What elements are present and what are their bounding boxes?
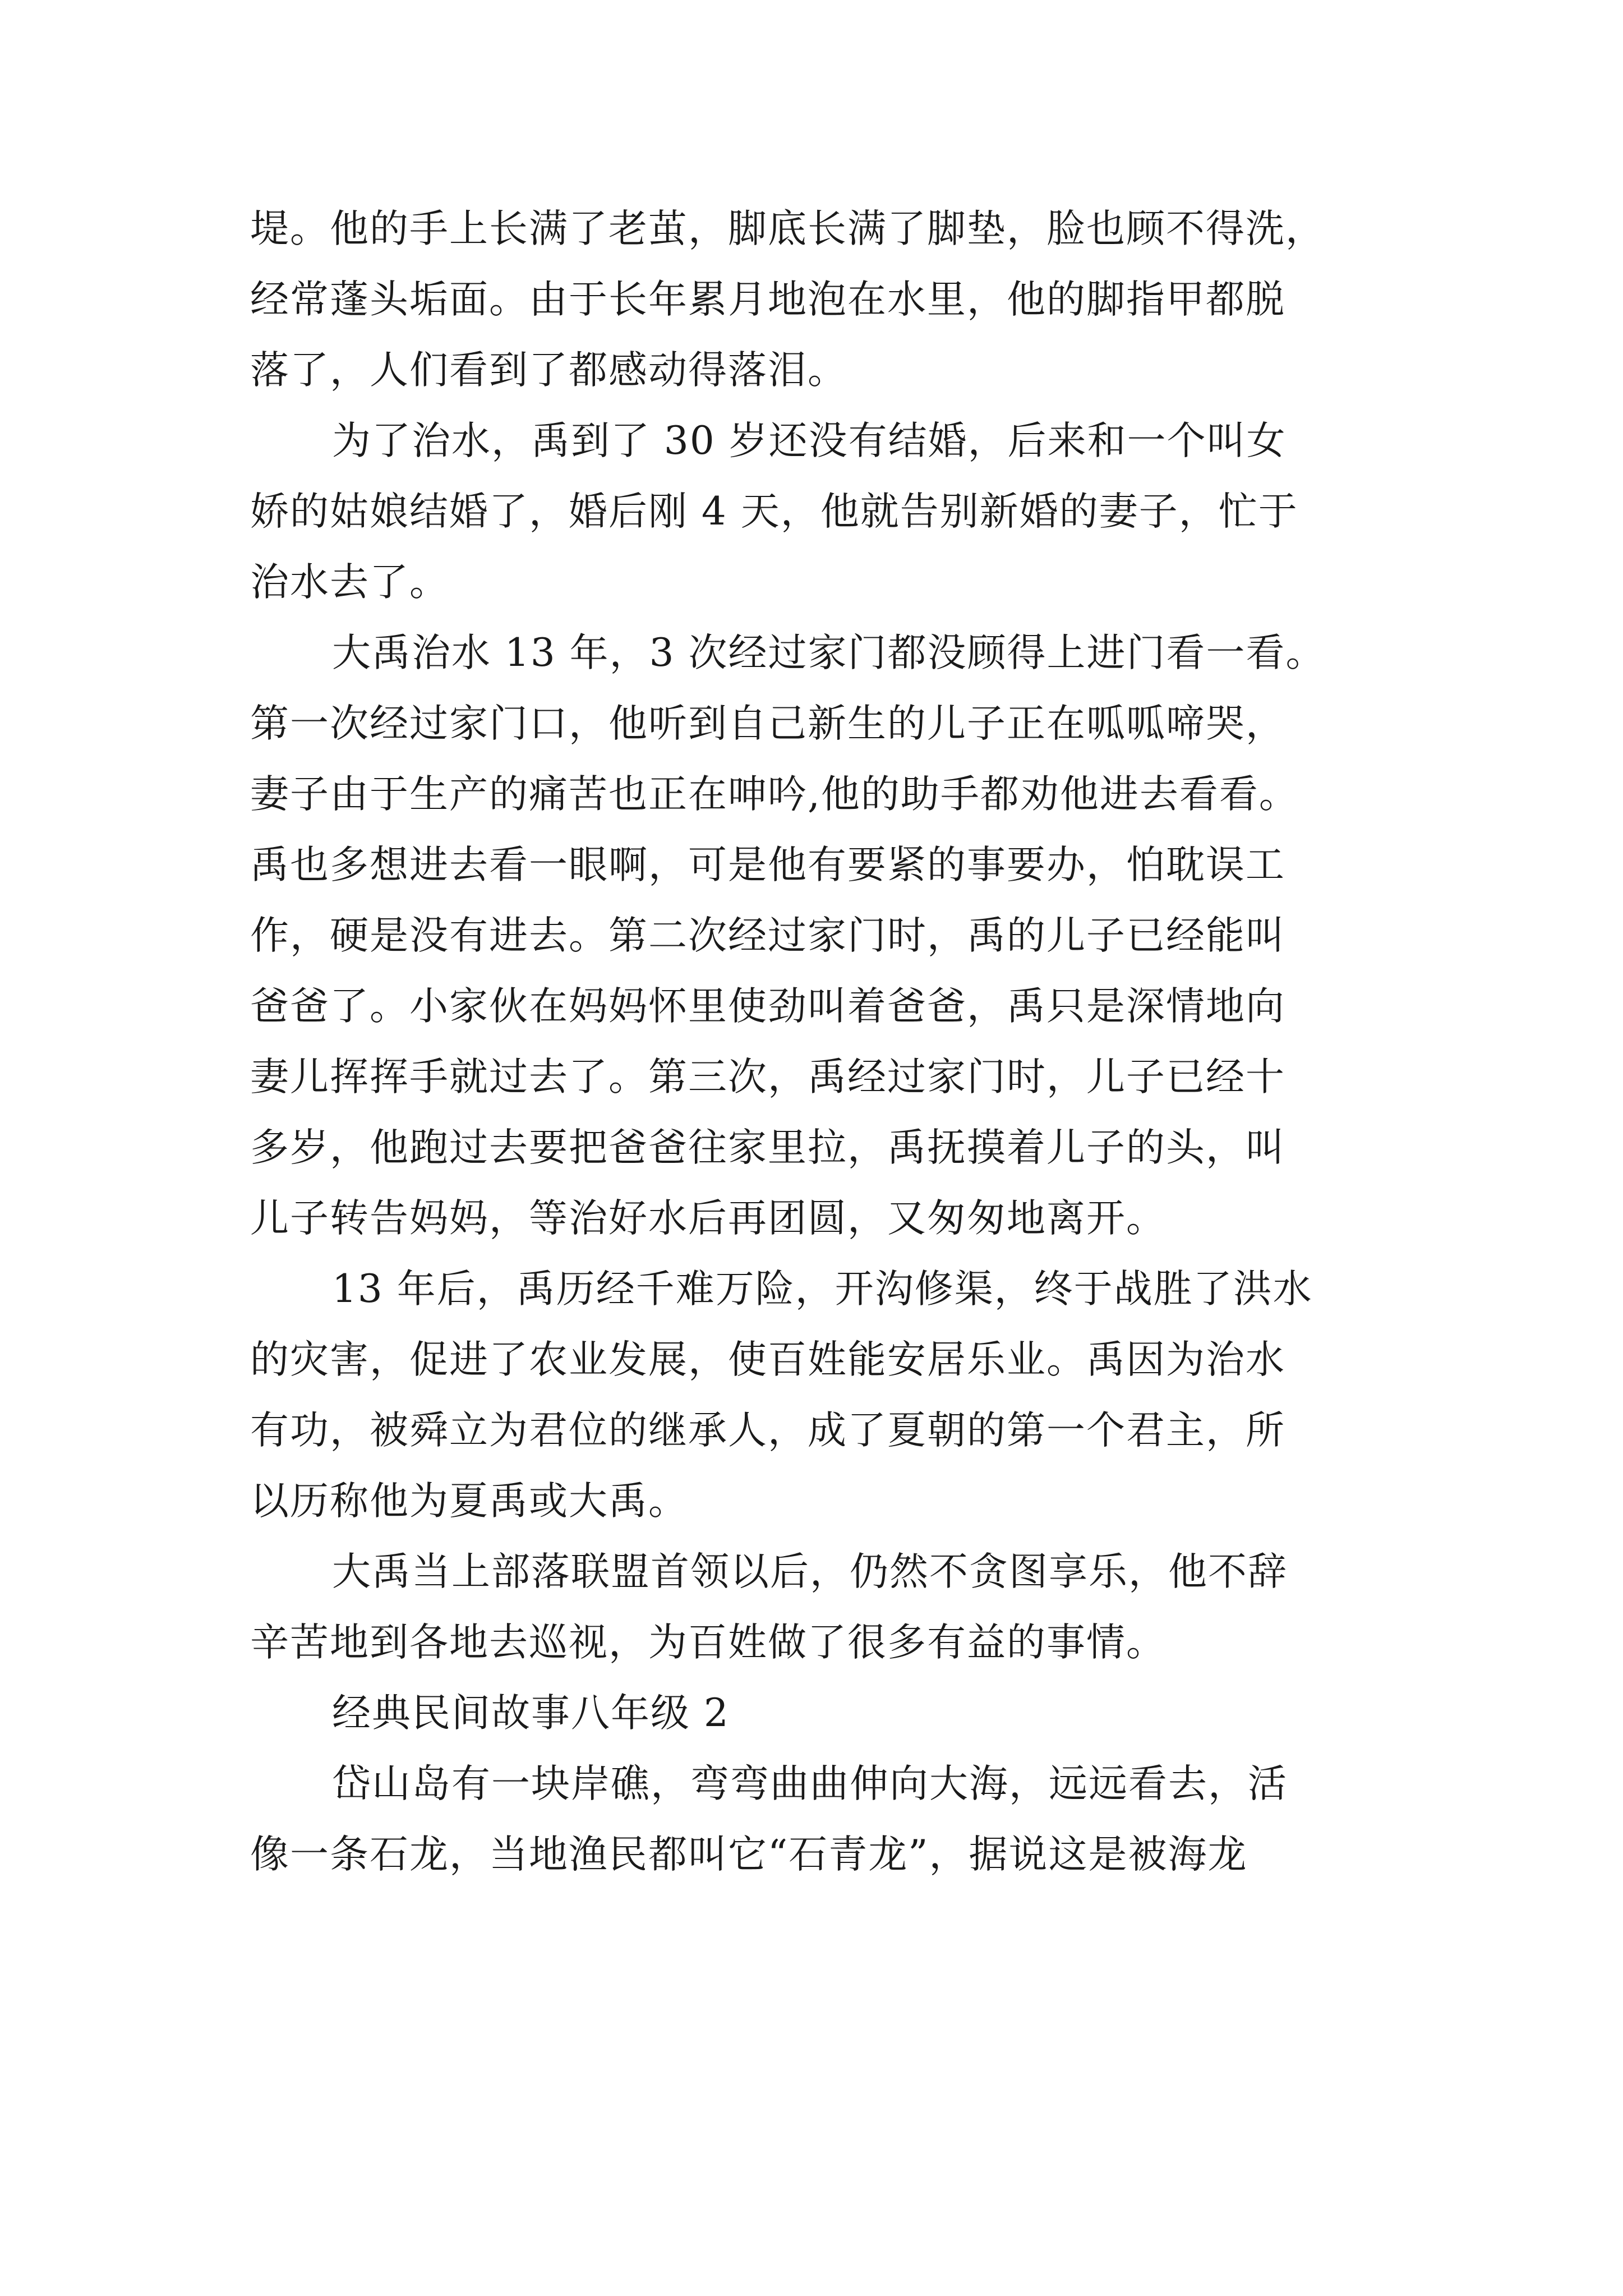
paragraph-3 [250,618,1377,1254]
text-line: 13 年后，禹历经千难万险，开沟修渠，终于战胜了洪水 [332,1267,1313,1312]
paragraph-1 [250,194,1377,406]
text-line: 爸爸了。小家伙在妈妈怀里使劲叫着爸爸，禹只是深情地向 [250,984,1285,1029]
text-line: 以历称他为夏禹或大禹。 [250,1479,688,1524]
document-body [250,194,1377,1890]
section-heading [250,1678,1377,1749]
text-line: 的灾害，促进了农业发展，使百姓能安居乐业。禹因为治水 [250,1337,1285,1382]
text-line: 大禹当上部落联盟首领以后，仍然不贪图享乐，他不辞 [332,1549,1288,1594]
text-line: 禹也多想进去看一眼啊，可是他有要紧的事要办，怕耽误工 [250,843,1285,887]
text-line: 堤。他的手上长满了老茧，脚底长满了脚垫，脸也顾不得洗， [250,206,1325,251]
section-title: 经典民间故事八年级 2 [332,1691,730,1736]
paragraph-5 [250,1536,1377,1678]
text-line: 治水去了。 [250,560,449,605]
text-line: 像一条石龙，当地渔民都叫它“石青龙”，据说这是被海龙 [250,1832,1248,1877]
text-line: 辛苦地到各地去巡视，为百姓做了很多有益的事情。 [250,1620,1166,1665]
text-line: 大禹治水 13 年，3 次经过家门都没顾得上进门看一看。 [332,631,1326,675]
text-line: 有功，被舜立为君位的继承人，成了夏朝的第一个君主，所 [250,1408,1285,1453]
text-line: 妻子由于生产的痛苦也正在呻吟,他的助手都劝他进去看看。 [250,772,1299,817]
text-line: 多岁，他跑过去要把爸爸往家里拉，禹抚摸着儿子的头，叫 [250,1125,1285,1170]
text-line: 娇的姑娘结婚了，婚后刚 4 天，他就告别新婚的妻子，忙于 [250,489,1298,534]
text-line: 第一次经过家门口，他听到自己新生的儿子正在呱呱啼哭， [250,701,1285,746]
text-line: 妻儿挥挥手就过去了。第三次，禹经过家门时，儿子已经十 [250,1055,1285,1099]
text-line: 岱山岛有一块岸礁，弯弯曲曲伸向大海，远远看去，活 [332,1761,1288,1806]
paragraph-6 [250,1749,1377,1890]
paragraph-2 [250,406,1377,618]
text-line: 作，硬是没有进去。第二次经过家门时，禹的儿子已经能叫 [250,913,1285,958]
paragraph-4 [250,1254,1377,1536]
text-line: 为了治水，禹到了 30 岁还没有结婚，后来和一个叫女 [332,418,1287,463]
text-line: 落了，人们看到了都感动得落泪。 [250,348,847,393]
text-line: 经常蓬头垢面。由于长年累月地泡在水里，他的脚指甲都脱 [250,277,1285,322]
text-line: 儿子转告妈妈，等治好水后再团圆，又匆匆地离开。 [250,1196,1166,1241]
